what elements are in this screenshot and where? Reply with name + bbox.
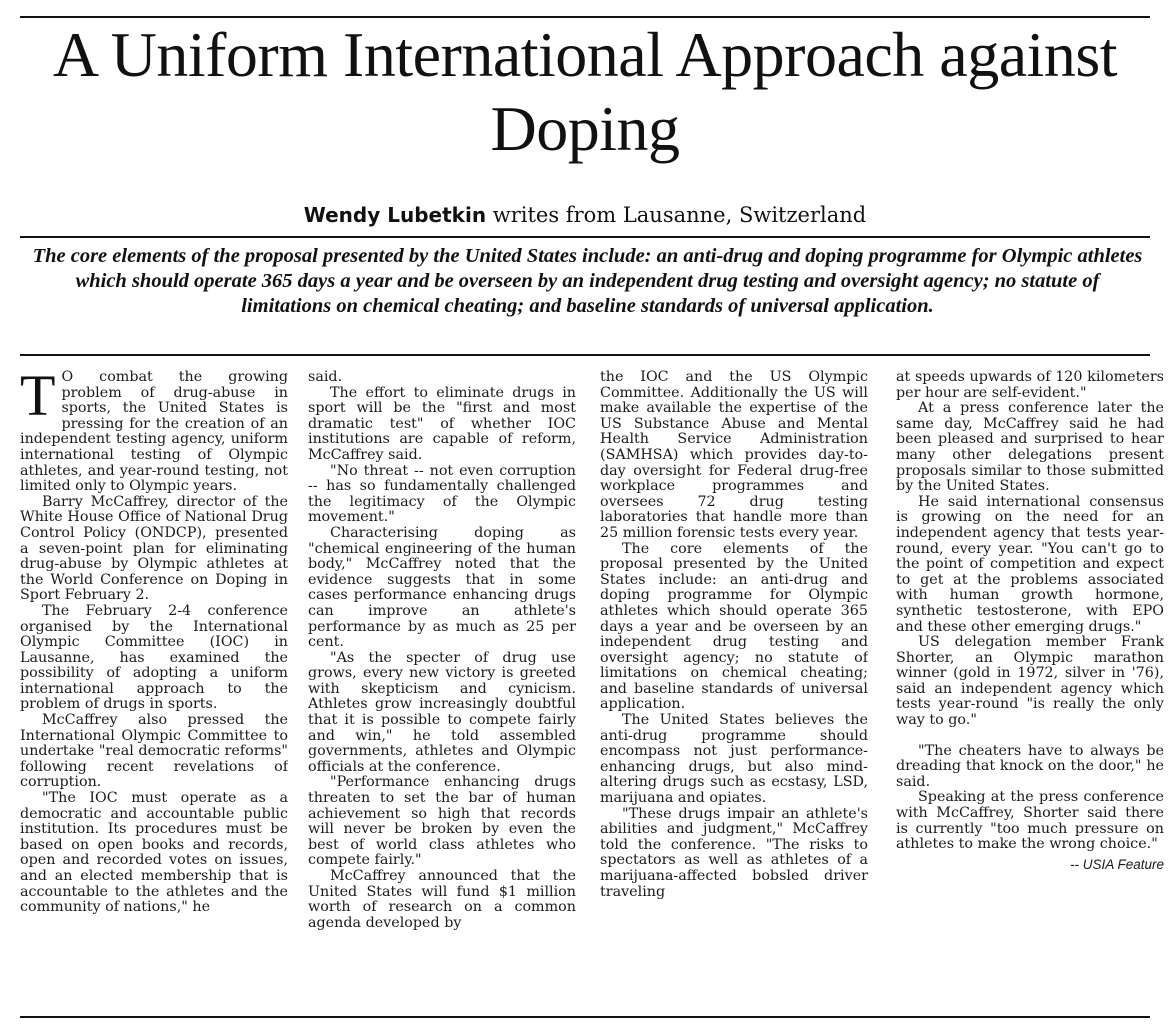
deck-rule bbox=[20, 354, 1150, 356]
paragraph: McCaffrey also pressed the International Olympic Committee to undertake "real democratic reforms" following recent revelations of corruption. bbox=[20, 712, 288, 791]
paragraph: The United States believes the anti-drug programme should encompass not just performance-enhancing drugs, but also mind-altering drugs such as ecstasy, LSD, marijuana and opiates. bbox=[600, 712, 868, 807]
paragraph: US delegation member Frank Shorter, an Olympic marathon winner (gold in 1972, silver in '76), said an independent agency which tests year-round "is really the only way to go." bbox=[896, 634, 1164, 729]
paragraph: "No threat -- not even corruption -- has so fundamentally challenged the legitimacy of the Olympic movement." bbox=[308, 462, 576, 526]
headline: A Uniform International Approach against Doping bbox=[52, 19, 1118, 164]
byline bbox=[20, 200, 1150, 230]
bottom-rule bbox=[20, 1016, 1150, 1018]
paragraph: The effort to eliminate drugs in sport will be the "first and most dramatic test" of whether IOC institutions are capable of reform, McCaffrey said. bbox=[308, 384, 576, 463]
column-3 bbox=[600, 370, 868, 1010]
paragraph: "These drugs impair an athlete's abilities and judgment," McCaffrey told the conference. "The risks to spectators as well as athletes of a marijuana-affected bobsled driver traveling bbox=[600, 805, 868, 900]
paragraph: Speaking at the press conference with McCaffrey, Shorter said there is currently "too much pressure on athletes to make the wrong choice." bbox=[896, 789, 1164, 853]
column-2 bbox=[308, 370, 576, 1010]
paragraph: At a press conference later the same day, McCaffrey said he had been pleased and surprised to hear many other delegations present proposals similar to those submitted by the United States. bbox=[896, 400, 1164, 495]
paragraph: "Performance enhancing drugs threaten to set the bar of human achievement so high that records will never be broken by even the best of world class athletes who compete fairly." bbox=[308, 774, 576, 869]
paragraph: "The cheaters have to always be dreading that knock on the door," he said. bbox=[896, 742, 1164, 790]
byline-rule bbox=[20, 236, 1150, 238]
paragraph: The core elements of the proposal presented by the United States include: an anti-drug and doping programme for Olympic athletes which should operate 365 days a year and be overseen by an independent drug testing and oversight agency; no statute of limitations on chemical cheating; and baseline standards of universal application. bbox=[600, 540, 868, 713]
paragraph: He said international consensus is growing on the need for an independent agency that tests year-round, every year. "You can't go to the point of competition and expect to get at the problems associated with human growth hormone, synthetic testosterone, with EPO and these other emerging drugs." bbox=[896, 493, 1164, 635]
paragraph: said. bbox=[308, 370, 343, 385]
column-4 bbox=[896, 370, 1164, 1010]
paragraph: "As the specter of drug use grows, every new victory is greeted with skepticism and cynicism. Athletes grow increasingly doubtful that it is possible to compete fairly and win," he told assembled governments, athletes and Olympic officials at the conference. bbox=[308, 649, 576, 775]
paragraph: The February 2-4 conference organised by the International Olympic Committee (IOC) in Lausanne, has examined the possibility of adopting a uniform international approach to the problem of drugs in sports. bbox=[20, 602, 288, 713]
credit-line: -- USIA Feature bbox=[1069, 856, 1164, 872]
paragraph: at speeds upwards of 120 kilometers per hour are self-evident." bbox=[896, 370, 1164, 401]
paragraph: Characterising doping as "chemical engineering of the human body," McCaffrey noted that the evidence suggests that in some cases performance enhancing drugs can improve an athlete's performance by as much as 25 per cent. bbox=[308, 524, 576, 651]
column-1 bbox=[20, 370, 288, 1010]
paragraph: "The IOC must operate as a democratic and accountable public institution. Its procedures must be based on open books and records, open and recorded votes on issues, and an elected membership that is accountable to the athletes and the community of nations," he bbox=[20, 790, 288, 916]
article-body bbox=[20, 370, 1164, 1010]
paragraph: T O combat the growing problem of drug-abuse in sports, the United States is pressing for the creation of an independent testing agency, uniform international testing of Olympic athletes, and year-round testing, not limited only to Olympic years. bbox=[20, 370, 288, 495]
paragraph: the IOC and the US Olympic Committee. Additionally the US will make available the expertise of the US Substance Abuse and Mental Health Service Administration (SAMHSA) which provides day-to-day oversight for Federal drug-free workplace programmes and oversees 72 drug testing laboratories that handle more than 25 million forensic tests every year. bbox=[600, 370, 868, 541]
byline-author: Wendy Lubetkin bbox=[303, 203, 487, 227]
paragraph: McCaffrey announced that the United States will fund $1 million worth of research on a common agenda developed by bbox=[308, 868, 576, 931]
drop-cap: T bbox=[20, 370, 56, 428]
byline-location: writes from Lausanne, Switzerland bbox=[492, 203, 867, 227]
deck-summary: The core elements of the proposal presented by the United States include: an anti-drug and doping programme for Olympic athletes which should operate 365 days a year and be overseen by an independent drug testing and oversight agency; no statute of limitations on chemical cheating; and baseline standards of universal application. bbox=[32, 245, 1143, 317]
paragraph: Barry McCaffrey, director of the White House Office of National Drug Control Policy (ONDCP), presented a seven-point plan for eliminating drug-abuse by Olympic athletes at the World Conference on Doping in Sport February 2. bbox=[20, 493, 288, 604]
